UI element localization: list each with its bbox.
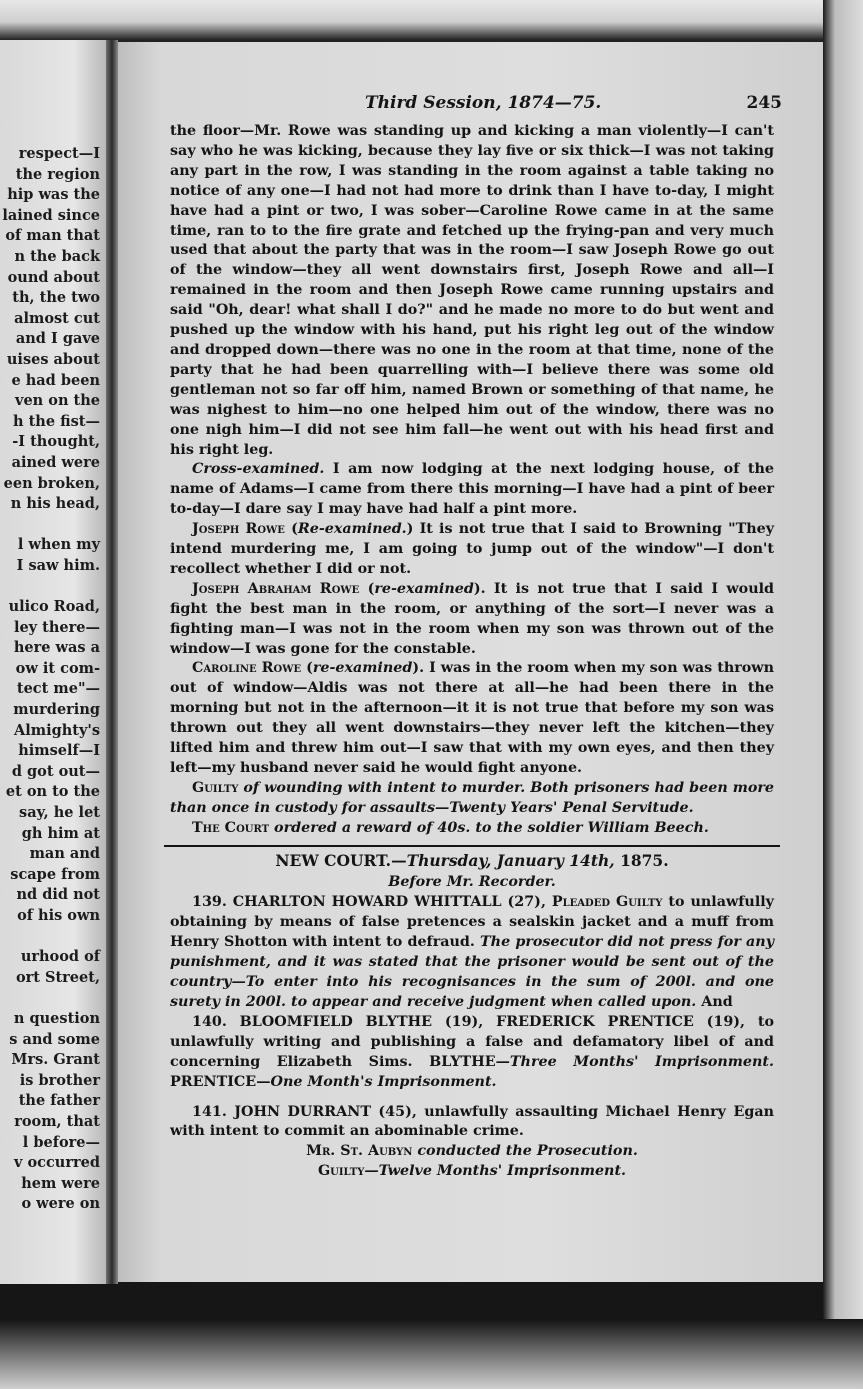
page-number: 245 <box>746 93 782 113</box>
left-page-line: v occurred <box>14 1154 100 1172</box>
left-page-line <box>0 515 100 536</box>
left-page-line: Almighty's <box>13 721 100 739</box>
joseph-rowe-reexamination: Joseph Rowe (Re-examined.) It is not true that I said to Browning "They intend murdering me, I am going to jump out of the window"—I don't recollect whether I did or not. <box>170 521 775 577</box>
left-page-line <box>0 576 100 597</box>
left-page-line: scape from <box>10 865 100 883</box>
left-page-line: uises about <box>6 350 100 368</box>
case-140-prentice: PRENTICE— <box>170 1073 271 1090</box>
reexamined-label: Re-examined. <box>297 521 407 538</box>
left-page-line: the father <box>18 1092 100 1110</box>
right-page <box>118 42 823 1282</box>
left-page-line: here was a <box>13 639 100 657</box>
left-page-line: et on to the <box>5 783 100 801</box>
left-page-line <box>0 988 100 1009</box>
left-page <box>0 40 106 1284</box>
left-page-line: tect me"— <box>16 680 100 698</box>
reexamined-label: re-examined <box>312 660 413 677</box>
witness-name: Joseph Abraham Rowe <box>192 580 360 597</box>
scan-bottom-edge <box>0 1319 863 1389</box>
left-page-line <box>0 927 100 948</box>
reexamined-label: re-examined <box>374 580 474 597</box>
verdict-text: of wounding with intent to murder. Both prisoners had been more than once in custody for assaults—Twenty Years' Penal Servitude. <box>170 779 774 816</box>
presiding-judge: Before Mr. Recorder. <box>388 873 556 890</box>
left-page-line: d got out— <box>11 762 100 780</box>
case-139-and: And <box>696 993 733 1010</box>
case-140-blythe-sentence: Three Months' Imprisonment. <box>509 1053 774 1070</box>
left-page-line: and I gave <box>15 330 100 348</box>
testimony-paragraph: the floor—Mr. Rowe was standing up and kicking a man violently—I can't say who he was kicking, because they lay five or six thick—I was not taking any part in the row, I was standing in the room against a table taking no notice of any one—I had not had more to drink than I have to-day, I might have had a pint or two, I was sober—Caroline Rowe came in at the same time, ran to to the fire grate and fetched up the frying-pan and very much used that about the party that was in the room—I saw Joseph Rowe go out of the window—they all went downstairs first, Joseph Rowe and all—I remained in the room and then Joseph Rowe came running upstairs and said "Oh, dear! what shall I do?" and he made no more to do but went and pushed up the window with his hand, put his right leg out of the window and dropped down—there was no one in the room at that time, none of the party that he had been quarrelling with—I believe there was some old gentleman not so far off him, named Brown or something of that name, he was nighest to him—no one helped him out of the window, there was no one nigh him—I did not see him fall—he went out with his head first and his right leg. <box>170 123 774 458</box>
left-page-line: almost cut <box>14 309 100 327</box>
left-page-line: l when my <box>17 536 100 554</box>
left-page-line: I saw him. <box>16 556 100 574</box>
caroline-rowe-reexamination: Caroline Rowe (re-examined). I was in the room when my son was thrown out of window—Aldis was not there at all—he had been there in the morning but not in the afternoon—it it is not true that before my son was thrown out they all went downstairs—they never left the kitchen—they lifted him and threw him out—I saw that with my own eyes, and then they left—my husband never said he would fight anyone. <box>170 660 774 776</box>
verdict-label: Guilty <box>317 1163 365 1180</box>
scan-right-edge <box>823 0 863 1389</box>
court-date: Thursday, January 14th, <box>406 850 615 870</box>
case-139-sentence: The prosecutor did not press for any punishment, and it was stated that the prisoner would be sent out of the country—To enter into his recognisances in the sum of 200l. and one surety in 200l. to appear and receive judgment when called upon. <box>170 934 774 1010</box>
case-140-prentice-sentence: One Month's Imprisonment. <box>270 1073 497 1090</box>
reexamination-text: . I was in the room when my son was thrown out of window—Aldis was not there at all—he had been there in the morning but not in the afternoon—it it is not true that before my son was thrown out they all went downstairs—they never left the kitchen—they lifted him and threw him out—I saw that with my own eyes, and then they left—my husband never said he would fight anyone. <box>170 660 774 776</box>
cross-examination-paragraph <box>170 460 774 520</box>
left-page-line: ound about <box>7 268 100 286</box>
left-page-line: een broken, <box>3 474 100 492</box>
left-page-line: the region <box>15 165 100 183</box>
running-head <box>170 93 782 120</box>
left-page-line: th, the two <box>12 289 100 307</box>
court-year: 1875. <box>614 850 669 870</box>
joseph-abraham-rowe-reexamination: Joseph Abraham Rowe (re-examined). It is not true that I said I would fight the best man in the room, or anything of the sort—I never was a fighting man—I was not in the room when my son was thrown out of the window—I was gone for the constable. <box>170 580 775 657</box>
left-page-line: nd did not <box>16 886 100 904</box>
reexamination-text: It is not true that I said to Browning "They intend murdering me, I am going to jump out of the window"—I don't recollect whether I did or not. <box>170 521 775 577</box>
left-page-line: lained since <box>2 206 100 224</box>
left-page-line: of man that <box>5 227 100 245</box>
left-page-line: of his own <box>17 906 100 924</box>
left-page-line: h the fist— <box>12 412 100 430</box>
court-order-text: ordered a reward of 40s. to the soldier William Beech. <box>269 819 709 836</box>
left-page-line: is brother <box>19 1071 100 1089</box>
left-page-line: hip was the <box>7 186 100 204</box>
case-139 <box>170 893 774 1012</box>
verdict-paragraph <box>170 779 774 819</box>
section-divider <box>164 845 780 847</box>
left-page-line: -I thought, <box>12 433 100 451</box>
left-page-line: n his head, <box>10 495 100 513</box>
plea-label: Pleaded Guilty <box>551 894 663 911</box>
left-page-line: n the back <box>14 247 100 265</box>
left-page-line: ley there— <box>13 618 100 636</box>
left-page-line: o were on <box>21 1195 100 1213</box>
court-order-paragraph <box>170 819 774 839</box>
prosecution-text: conducted the Prosecution. <box>412 1143 638 1160</box>
court-name: NEW COURT.— <box>275 850 407 870</box>
left-page-line: ulico Road, <box>8 598 100 616</box>
page-content <box>170 93 782 1182</box>
left-page-line: l before— <box>22 1133 100 1151</box>
new-court-heading <box>170 851 774 871</box>
cross-examination-text: I am now lodging at the next lodging house, of the name of Adams—I came from there this morning—I have had a pint of beer to-day—I dare say I may have had half a pint more. <box>170 461 774 518</box>
court-label: The Court <box>192 819 270 836</box>
verdict-label: Guilty <box>192 779 239 796</box>
left-page-line: murdering <box>13 701 100 719</box>
cross-examined-label: Cross-examined. <box>192 461 325 478</box>
left-page-line: ven on the <box>15 392 100 410</box>
case-140 <box>170 1013 774 1093</box>
left-page-line: room, that <box>14 1112 100 1130</box>
left-page-line: respect—I <box>18 145 100 162</box>
book-gutter <box>106 40 118 1284</box>
witness-name: Joseph Rowe <box>192 521 285 538</box>
case-141-sentence: —Twelve Months' Imprisonment. <box>364 1163 627 1180</box>
left-page-line: urhood of <box>20 948 100 966</box>
witness-name: Caroline Rowe <box>192 660 302 677</box>
left-page-line: s and some <box>9 1030 100 1048</box>
left-page-line: ained were <box>11 453 100 471</box>
case-141-verdict <box>170 1162 774 1182</box>
left-page-line: e had been <box>11 371 100 389</box>
prosecutor-name: Mr. St. Aubyn <box>306 1143 413 1160</box>
left-page-line: himself—I <box>18 742 100 760</box>
left-page-line: ow it com- <box>15 659 100 677</box>
left-page-line: n question <box>13 1009 100 1027</box>
session-title: Third Session, 1874—75. <box>365 93 602 113</box>
left-page-line: ort Street, <box>15 968 100 986</box>
left-page-text <box>0 144 100 1215</box>
case-139-defendant: 139. CHARLTON HOWARD WHITTALL (27), <box>192 894 552 911</box>
case-140-charge: 140. BLOOMFIELD BLYTHE (19), FREDERICK PRENTICE (19), to unlawfully writing and publishing a false and defamatory libel of and concerning Elizabeth Sims. BLYTHE— <box>170 1013 774 1070</box>
left-page-line: hem were <box>21 1174 100 1192</box>
paragraph-gap <box>170 1093 774 1103</box>
left-page-line: man and <box>29 845 100 863</box>
case-139-charge: to unlawfully obtaining by means of false pretences a sealskin jacket and a muff from Henry Shotton with intent to defraud. <box>170 894 774 951</box>
left-page-line: Mrs. Grant <box>11 1051 100 1069</box>
left-page-line: say, he let <box>19 804 100 821</box>
reexamination-text: . It is not true that I said I would fight the best man in the room, or anything of the sort—I never was a fighting man—I was not in the room when my son was thrown out of the window—I was gone for the constable. <box>170 580 775 657</box>
prosecution-line <box>170 1142 774 1162</box>
case-141: 141. JOHN DURRANT (45), unlawfully assaulting Michael Henry Egan with intent to commit an abominable crime. <box>170 1103 774 1140</box>
left-page-line: gh him at <box>21 824 100 842</box>
